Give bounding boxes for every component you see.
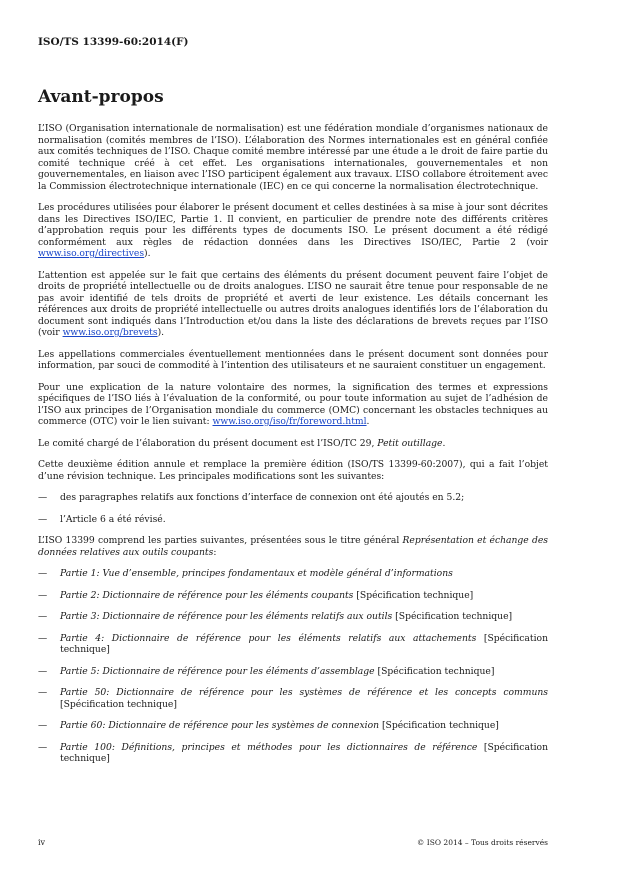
part-title: Partie 5: Dictionnaire de référence pour les éléments d’assemblage [60,665,375,677]
paragraph-committee [38,438,548,450]
foreword-link[interactable]: www.iso.org/iso/fr/foreword.html [212,416,367,427]
part-status: [Spécification technique] [353,589,474,601]
part-title: Partie 2: Dictionnaire de référence pour les éléments coupants [60,589,354,601]
part-status: [Spécification technique] [60,741,548,764]
part-list-item [38,590,548,602]
part-list-item [38,611,548,623]
part-status: [Spécification technique] [60,632,548,655]
paragraph-procedures [38,202,548,260]
part-list-item [38,720,548,732]
change-text: l’Article 6 a été révisé. [60,513,166,525]
dash-marker: — [38,568,48,579]
part-list-item [38,666,548,678]
paragraph-text: L’attention est appelée sur le fait que certains des éléments du présent document peuvent faire l’objet de droits de propriété intellectuelle ou de droits analogues. L’ISO ne saurait être tenue pour responsable de ne pas avoir identifié de tels droits de propriété et averti de leur existence. Les détails concernant les références aux droits de propriété intellectuelle ou autres droits analogues identifiés lors de l’élaboration du document sont indiqués dans l’Introduction et/ou dans la liste des déclarations de brevets reçues par l’ISO (voir [38,269,548,338]
copyright-notice: © ISO 2014 – Tous droits réservés [416,838,548,847]
committee-name: Petit outillage [377,437,443,449]
document-id-header: ISO/TS 13399-60:2014(F) [38,36,189,48]
paragraph-text: Pour une explication de la nature volontaire des normes, la signification des termes et expressions spécifiques de l’ISO liés à l’évaluation de la conformité, ou pour toute information au sujet de l’adhésion de l’ISO aux principes de l’Organisation mondiale du commerce (OMC) concernant les obstacles techniques au commerce (OTC) voir le lien suivant: [38,381,548,427]
dash-marker: — [38,513,48,525]
paragraph-parts-intro [38,535,548,558]
paragraph-end: : [213,546,217,558]
part-title: Partie 100: Définitions, principes et méthodes pour les dictionnaires de référence [60,741,478,753]
paragraph-end: ). [157,327,165,338]
part-status: [Spécification technique] [379,720,499,731]
page-number: iv [38,838,46,847]
part-title: Partie 4: Dictionnaire de référence pour les éléments relatifs aux attachements [60,632,477,644]
part-title: Partie 50: Dictionnaire de référence pour les systèmes de référence et les concepts communs [60,687,548,698]
dash-marker: — [38,687,48,698]
part-title: Partie 60: Dictionnaire de référence pour les systèmes de connexion [60,720,380,731]
dash-marker: — [38,665,48,677]
paragraph-end: . [442,437,446,449]
paragraph-text: Le comité chargé de l’élaboration du présent document est l’ISO/TC 29, [38,437,378,449]
paragraph-intro: L’ISO (Organisation internationale de normalisation) est une fédération mondiale d’organismes nationaux de normalisation (comités membres de l’ISO). L’élaboration des Normes internationales est en général confiée aux comités techniques de l’ISO. Chaque comité membre intéressé par une étude a le droit de faire partie du comité technique créé à cet effet. Les organisations internationales, gouvernementales et non gouvernementales, en liaison avec l’ISO participent également aux travaux. L’ISO collabore étroitement avec la Commission électrotechnique internationale (IEC) en ce qui concerne la normalisation électrotechnique. [38,123,548,192]
document-body [38,123,548,775]
change-item [38,492,548,504]
paragraph-voluntary-nature [38,382,548,428]
part-status: [Spécification technique] [392,611,513,622]
paragraph-end: . [366,416,370,427]
dash-marker: — [38,741,48,753]
dash-marker: — [38,720,48,731]
paragraph-trade-names: Les appellations commerciales éventuellement mentionnées dans le présent document sont données pour information, par souci de commodité à l’intention des utilisateurs et ne sauraient constituer un engagement. [38,348,548,371]
part-list-item [38,633,548,656]
dash-marker: — [38,611,48,622]
dash-marker: — [38,492,48,503]
page-title: Avant-propos [38,87,164,107]
part-list-item [38,568,548,580]
paragraph-patents [38,270,548,339]
part-title: Partie 1: Vue d’ensemble, principes fondamentaux et modèle général d’informations [60,568,453,579]
series-title: Représentation et échange des données relatives aux outils coupants [38,535,548,558]
paragraph-text: L’ISO 13399 comprend les parties suivantes, présentées sous le titre général [38,535,403,546]
part-list-item [38,687,548,710]
dash-marker: — [38,589,48,601]
change-text: des paragraphes relatifs aux fonctions d’interface de connexion ont été ajoutés en 5.2; [60,492,465,503]
part-status: [Spécification technique] [374,665,495,677]
paragraph-end: ). [144,248,151,259]
paragraph-edition: Cette deuxième édition annule et remplace la première édition (ISO/TS 13399-60:2007), qui a fait l’objet d’une révision technique. Les principales modifications sont les suivantes: [38,459,548,482]
paragraph-text: Les procédures utilisées pour élaborer le présent document et celles destinées à sa mise à jour sont décrites dans les Directives ISO/IEC, Partie 1. Il convient, en particulier de prendre note des différents critères d’approbation requis pour les différents types de documents ISO. Le présent document a été rédigé conformément aux règles de rédaction données dans les Directives ISO/IEC, Partie 2 (voir [38,202,548,248]
change-item [38,514,548,526]
dash-marker: — [38,632,48,644]
part-title: Partie 3: Dictionnaire de référence pour les éléments relatifs aux outils [60,611,393,622]
patents-link[interactable]: www.iso.org/brevets [62,327,158,338]
part-status: [Spécification technique] [60,698,177,710]
part-list-item [38,742,548,765]
directives-link[interactable]: www.iso.org/directives [38,248,145,259]
